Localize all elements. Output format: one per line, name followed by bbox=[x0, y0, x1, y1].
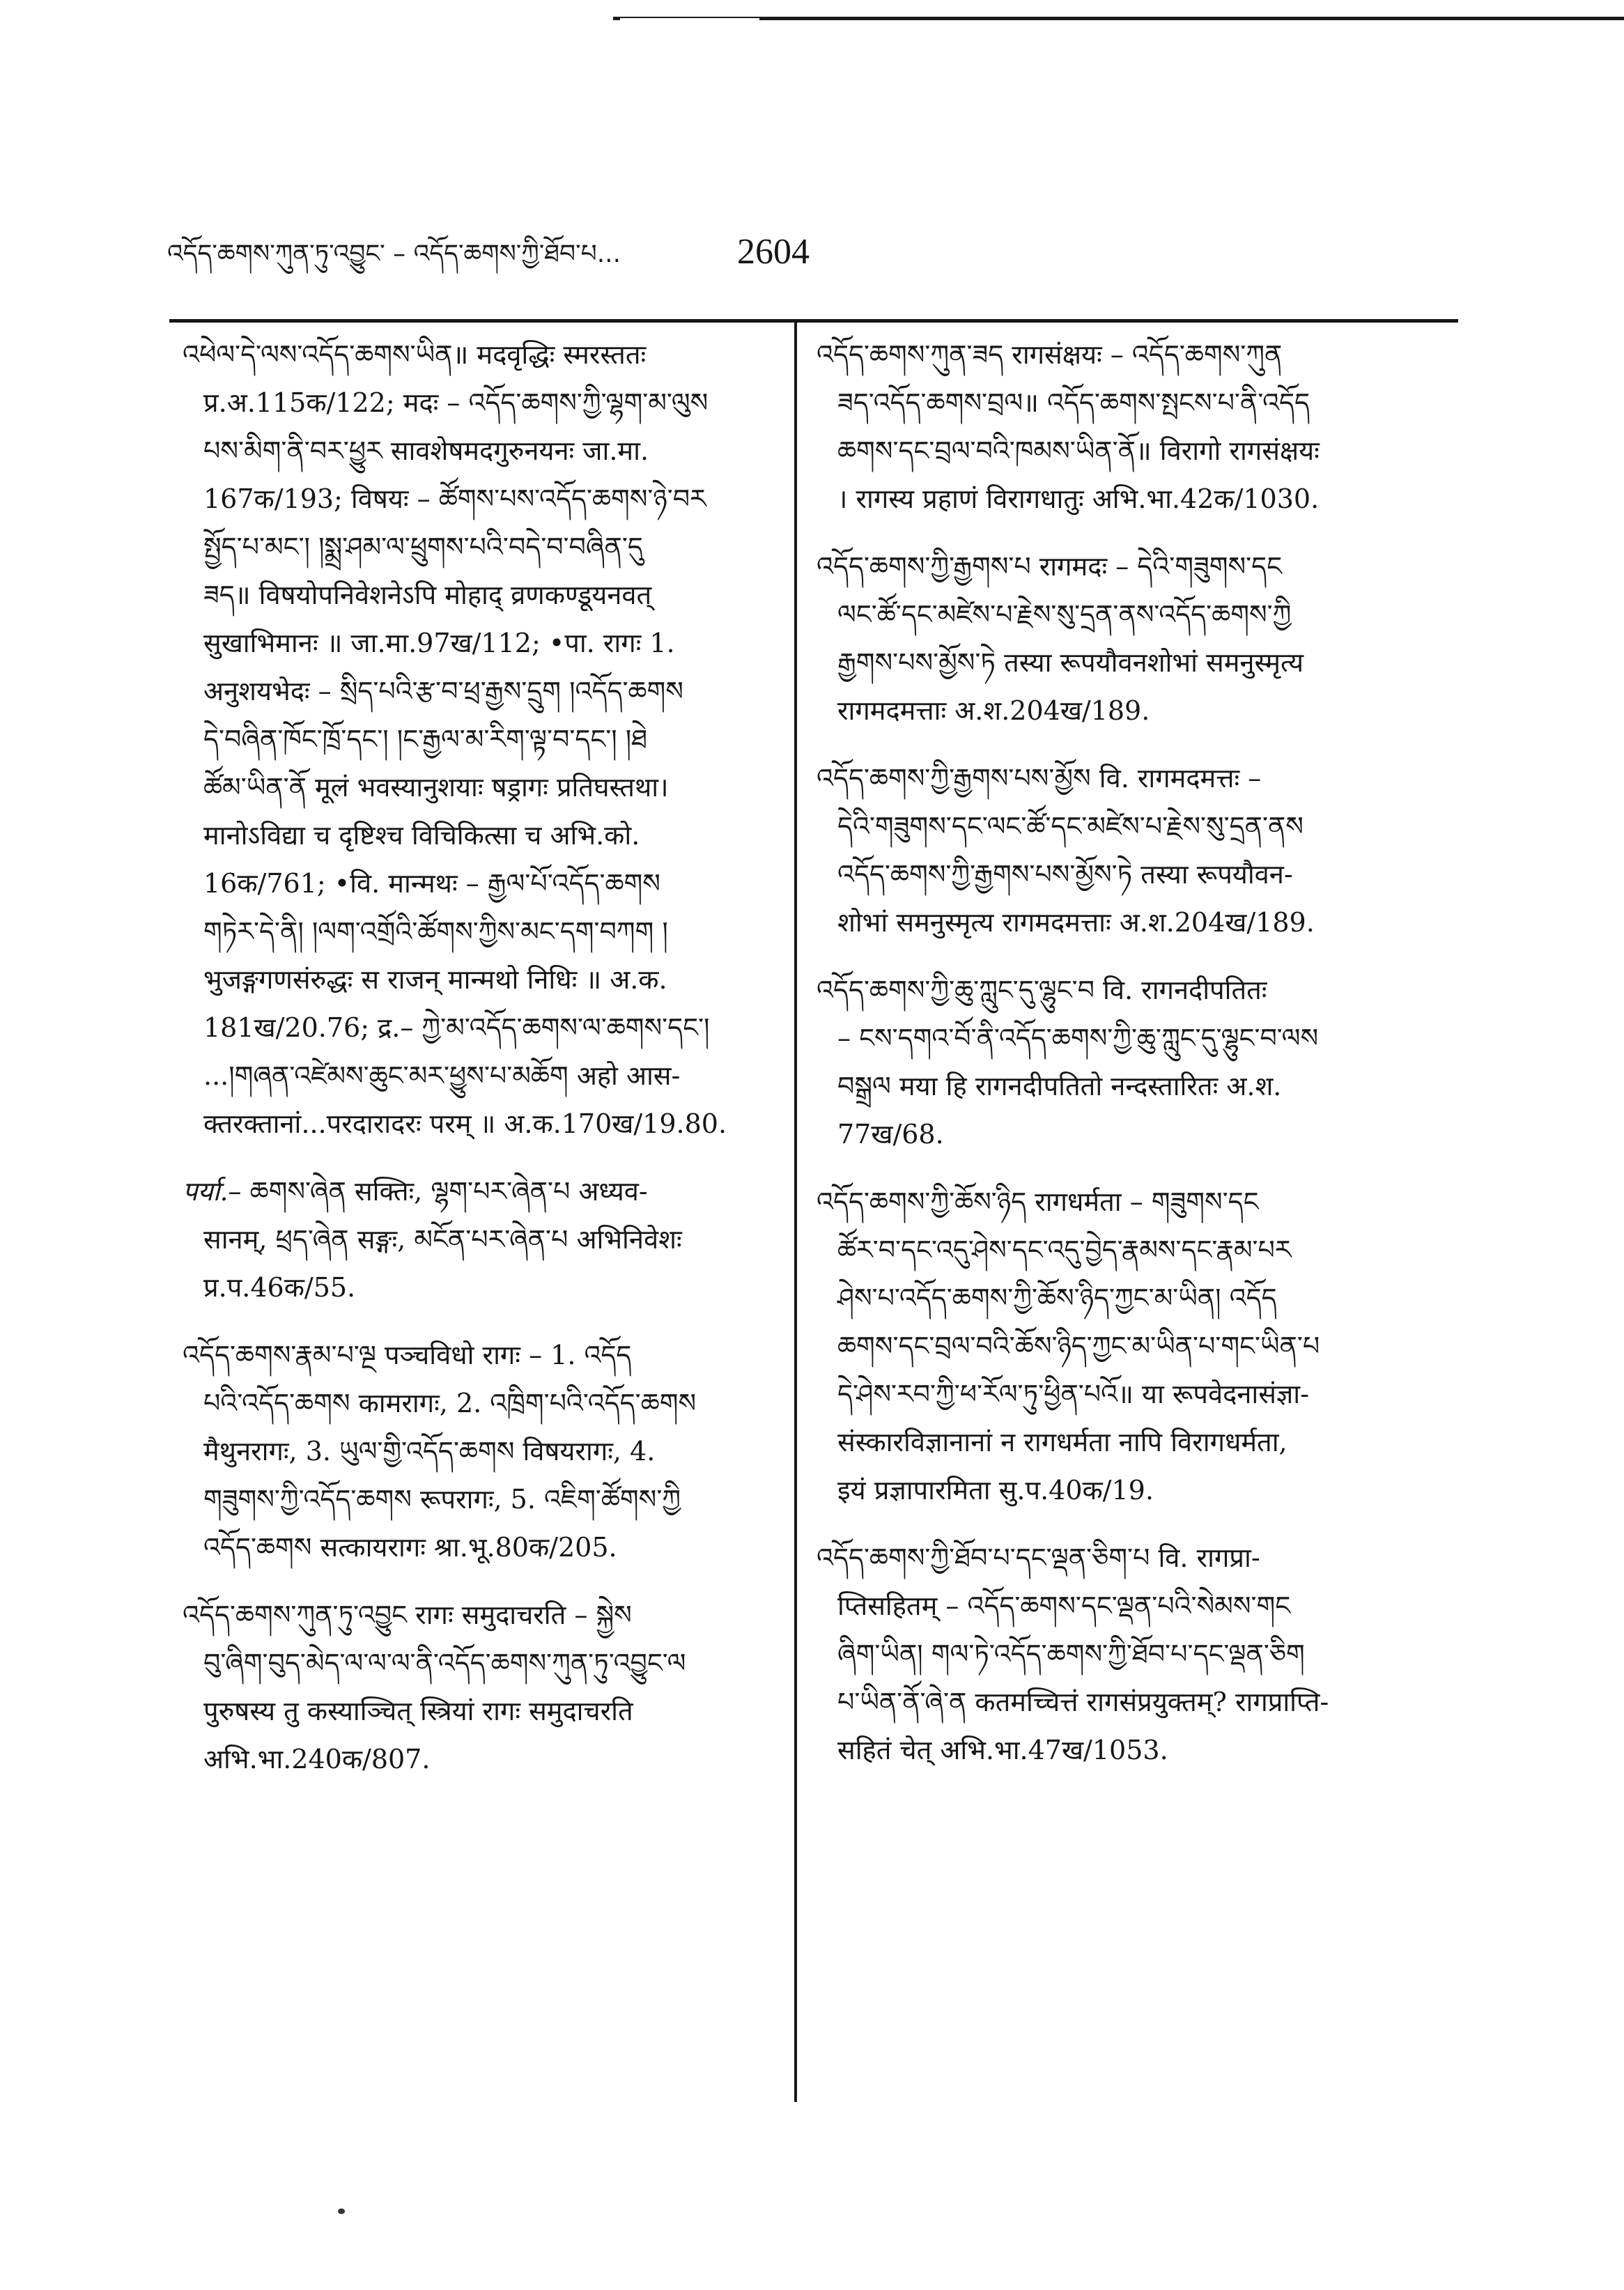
entry-text: ཆགས་དང་བྲལ་བའི་ཆོས་ཉིད་ཀྱང་མ་ཡིན་པ་གང་ཡིན་པ bbox=[837, 1331, 1320, 1361]
entry-line bbox=[195, 1428, 780, 1476]
entry-text: པའི་འདོད་ཆགས कामरागः, 2. འཁྲིག་པའི་འདོད་ཆགས bbox=[203, 1388, 697, 1418]
entry-text: 167क/193; विषयः – ཚོགས་པས་འདོད་ཆགས་ཉེ་བར bbox=[203, 483, 706, 514]
entry-line bbox=[195, 956, 780, 1004]
entry-text: प्तिसहितम् – འདོད་ཆགས་དང་ལྡན་པའི་སེམས་གང bbox=[837, 1591, 1291, 1621]
entry-text: सहितं चेत् अभि.भा.47ख/1053. bbox=[837, 1735, 1168, 1765]
column-divider bbox=[794, 322, 797, 2102]
entry-text: འདོད་ཆགས सत्कायरागः श्रा.भू.80क/205. bbox=[203, 1532, 617, 1563]
entry-line bbox=[195, 571, 780, 619]
entry-line bbox=[195, 1639, 780, 1687]
entry-text: पुरुषस्य तु कस्याञ्चित् स्त्रियां रागः समुदाचरति bbox=[203, 1696, 633, 1726]
entry-headword-line bbox=[183, 1331, 780, 1379]
entry-line bbox=[829, 379, 1460, 427]
entry-line bbox=[829, 687, 1460, 735]
running-head bbox=[167, 224, 934, 280]
entry-line bbox=[195, 475, 780, 523]
entry-line bbox=[195, 860, 780, 908]
entry-line bbox=[829, 1726, 1460, 1774]
entry-line bbox=[195, 379, 780, 427]
entry-text: ཚོམ་ཡིན་ནོ मूलं भवस्यानुशयाः षड्रागः प्रतिघस्तथा। bbox=[203, 772, 669, 803]
entry-line bbox=[829, 1630, 1460, 1678]
entry-line bbox=[195, 1004, 780, 1052]
entry-line bbox=[195, 1735, 780, 1784]
entry-line bbox=[195, 427, 780, 475]
entry-line bbox=[195, 619, 780, 667]
entry-text: འདོད་ཆགས་ཀྱི་ཆོས་ཉིད रागधर्मता – གཟུགས་དང bbox=[817, 1186, 1259, 1217]
entry-text: ཟད་འདོད་ཆགས་བྲལ॥ འདོད་ཆགས་སྤངས་པ་ནི་འདོད bbox=[837, 387, 1310, 418]
entry-line bbox=[829, 1014, 1460, 1062]
entry-text: འཕེལ་དེ་ལས་འདོད་ཆགས་ཡིན॥ मदवृद्धिः स्मरस्ततः bbox=[183, 339, 647, 370]
entry-line bbox=[829, 803, 1460, 851]
entry-headword-line bbox=[183, 331, 780, 379]
entry-text: क्तरक्तानां...परदारादरः परम् ॥ अ.क.170ख/19.80. bbox=[203, 1108, 727, 1139]
paryaya-label: पर्या. bbox=[183, 1176, 229, 1207]
entry-text: सानम्, ཕྲད་ཞེན सङ्गः, མངོན་པར་ཞེན་པ अभिनिवेशः bbox=[203, 1224, 682, 1255]
entry-text: རྒྱགས་པས་མྱོས་ཏེ तस्या रूपयौवनशोभां समनुस्मृत्य bbox=[837, 647, 1304, 678]
entry-text: ཞིག་ཡིན། གལ་ཏེ་འདོད་ཆགས་ཀྱི་ཐོབ་པ་དང་ལྡན་ཅིག bbox=[837, 1639, 1305, 1669]
entry-text: 181ख/20.76; द्र.– ཀྱེ་མ་འདོད་ཆགས་ལ་ཆགས་དང་། bbox=[203, 1012, 710, 1043]
entry-headword-line bbox=[817, 755, 1460, 803]
header-rule bbox=[169, 319, 1458, 323]
entry-line bbox=[195, 1264, 780, 1312]
entry-text: भुजङ्गगणसंरुद्धः स राजन् मान्मथो निधिः ॥ अ.क. bbox=[203, 964, 667, 995]
entry-line bbox=[829, 427, 1460, 475]
running-head-title: འདོད་ཆགས་ཀུན་ཏུ་འབྱུང་ – འདོད་ཆགས་ཀྱི་ཐོབ་པ... bbox=[167, 240, 621, 268]
entry-line bbox=[829, 1274, 1460, 1322]
entry-text: པས་མིག་ནི་བར་ཕྱུར सावशेषमदगुरुनयनः जा.मा. bbox=[203, 435, 649, 466]
entry-headword-line bbox=[183, 1591, 780, 1639]
entry-text: मानोऽविद्या च दृष्टिश्च विचिकित्सा च अभि.को. bbox=[203, 820, 640, 851]
entry-text: 77ख/68. bbox=[837, 1119, 944, 1150]
entry-text: अनुशयभेदः – སྲིད་པའི་རྩ་བ་ཕྲ་རྒྱས་དྲུག །འདོད་ཆགས bbox=[203, 676, 683, 706]
top-rule-gap bbox=[620, 18, 759, 20]
entry-text: अभि.भा.240क/807. bbox=[203, 1744, 431, 1774]
entry-line bbox=[829, 899, 1460, 947]
entry-line bbox=[195, 715, 780, 764]
entry-line bbox=[829, 1062, 1460, 1111]
entry-text: བུ་ཞིག་བུད་མེད་ལ་ལ་ལ་ནི་འདོད་ཆགས་ཀུན་ཏུ་འབྱུང་ལ bbox=[203, 1648, 686, 1678]
dictionary-entry bbox=[817, 755, 1460, 947]
entry-line bbox=[829, 591, 1460, 639]
dictionary-entry bbox=[817, 1178, 1460, 1515]
entry-line bbox=[195, 523, 780, 571]
entry-text: འདོད་ཆགས་ཀྱི་ཆུ་ཀླུང་དུ་ལྷུང་བ वि. रागनदीपतितः bbox=[817, 975, 1267, 1005]
entry-text: འདོད་ཆགས་ཀྱི་རྒྱགས་པ रागमदः – དེའི་གཟུགས་དང bbox=[817, 551, 1283, 582]
entry-text: । रागस्य प्रहाणं विरागधातुः अभि.भा.42क/1030. bbox=[837, 483, 1320, 514]
entry-text: संस्कारविज्ञानानां न रागधर्मता नापि विरागधर्मता, bbox=[837, 1427, 1287, 1457]
top-page-rule bbox=[613, 17, 1624, 20]
entry-line bbox=[829, 1322, 1460, 1370]
ink-speck bbox=[338, 2208, 345, 2214]
entry-headword-line bbox=[817, 1178, 1460, 1226]
dictionary-entry bbox=[183, 1331, 780, 1572]
entry-text: ཟད॥ विषयोपनिवेशनेऽपि मोहाद् व्रणकण्डूयनवत् bbox=[203, 580, 652, 610]
entry-line bbox=[829, 1111, 1460, 1159]
entry-text: प्र.प.46क/55. bbox=[203, 1272, 356, 1303]
entry-text: འདོད་ཆགས་རྣམ་པ་ལྔ पञ्चविधो रागः – 1. འདོད bbox=[183, 1340, 632, 1370]
entry-text: ཆགས་དང་བྲལ་བའི་ཁམས་ཡིན་ནོ॥ विरागो रागसंक्षयः bbox=[837, 435, 1320, 466]
entry-line bbox=[829, 1467, 1460, 1515]
entry-line bbox=[195, 764, 780, 812]
entry-text: रागमदमत्ताः अ.श.204ख/189. bbox=[837, 695, 1150, 726]
entry-text: मैथुनरागः, 3. ཡུལ་གྱི་འདོད་ཆགས विषयरागः, 4. bbox=[203, 1436, 656, 1467]
entry-text: ཚོར་བ་དང་འདུ་ཤེས་དང་འདུ་བྱེད་རྣམས་དང་རྣམ་པར bbox=[837, 1235, 1292, 1265]
entry-text: སྤྱོད་པ་མང་། །སྨྲ་ཤམ་ལ་ཕྲུགས་པའི་བདེ་བ་བཞིན་དུ bbox=[203, 532, 643, 562]
entry-headword-line bbox=[817, 543, 1460, 591]
entry-text: सुखाभिमानः ॥ जा.मा.97ख/112; •पा. रागः 1. bbox=[203, 628, 675, 658]
entry-line bbox=[829, 1582, 1460, 1630]
dictionary-entry bbox=[183, 331, 780, 1148]
entry-text: शोभां समनुस्मृत्य रागमदमत्ताः अ.श.204ख/189. bbox=[837, 907, 1315, 938]
entry-text: འདོད་ཆགས་ཀྱི་རྒྱགས་པས་མྱོས་ཏེ तस्या रूपयौवन- bbox=[837, 859, 1293, 890]
entry-text: – ངས་དགའ་བོ་ནི་འདོད་ཆགས་ཀྱི་ཆུ་ཀླུང་དུ་ལྷུང་བ་ལས bbox=[837, 1023, 1319, 1053]
entry-line bbox=[195, 1476, 780, 1524]
entry-text: དེ་བཞིན་ཁོང་ཁྲོ་དང་། །ང་རྒྱལ་མ་རིག་ལྟ་བ་དང་། །ཐེ bbox=[203, 724, 648, 755]
dictionary-entry bbox=[817, 966, 1460, 1159]
entry-line bbox=[195, 812, 780, 860]
entry-line bbox=[195, 1524, 780, 1572]
entry-text: ...།གཞན་འཛེམས་ཆུང་མར་ཕྱུས་པ་མཆོག अहो आस- bbox=[203, 1060, 681, 1091]
entry-text: འདོད་ཆགས་ཀྱི་ཐོབ་པ་དང་ལྡན་ཅིག་པ वि. रागप्रा- bbox=[817, 1542, 1260, 1573]
entry-line bbox=[829, 851, 1460, 899]
entry-text: འདོད་ཆགས་ཀྱི་རྒྱགས་པས་མྱོས वि. रागमदमत्तः – bbox=[817, 763, 1262, 794]
right-column bbox=[817, 331, 1460, 1794]
entry-line bbox=[195, 1052, 780, 1100]
entry-text: གཏེར་དེ་ནི། །ལག་འགྲོའི་ཚོགས་ཀྱིས་མང་དག་བཀག ། bbox=[203, 916, 668, 947]
dictionary-entry bbox=[183, 1591, 780, 1784]
entry-headword-line bbox=[817, 1534, 1460, 1582]
dictionary-entry bbox=[817, 331, 1460, 523]
entry-text: འདོད་ཆགས་ཀུན་ཟད रागसंक्षयः – འདོད་ཆགས་ཀུན bbox=[817, 339, 1283, 370]
entry-line bbox=[195, 667, 780, 715]
entry-text: དེ་ཤེས་རབ་ཀྱི་ཕ་རོལ་ཏུ་ཕྱིན་པའོ॥ या रूपवेदनासंज्ञा- bbox=[837, 1379, 1309, 1409]
entry-headword-line bbox=[817, 966, 1460, 1014]
entry-text: इयं प्रज्ञापारमिता सु.प.40क/19. bbox=[837, 1475, 1154, 1506]
entry-text: དེའི་གཟུགས་དང་ལང་ཚོ་དང་མཛེས་པ་རྗེས་སུ་དྲན་ནས bbox=[837, 811, 1304, 842]
entry-headword-line bbox=[817, 331, 1460, 379]
page-number: 2604 bbox=[737, 232, 810, 272]
entry-line bbox=[195, 1687, 780, 1735]
entry-line bbox=[829, 1678, 1460, 1726]
entry-line bbox=[829, 639, 1460, 687]
dictionary-entry bbox=[817, 543, 1460, 735]
entry-line bbox=[195, 1216, 780, 1264]
entry-text: བསྒྲལ मया हि रागनदीपतितो नन्दस्तारितः अ.श. bbox=[837, 1071, 1282, 1101]
entry-line bbox=[195, 908, 780, 956]
entry-line bbox=[195, 1379, 780, 1428]
entry-line bbox=[829, 1226, 1460, 1274]
entry-text: प्र.अ.115क/122; मदः – འདོད་ཆགས་ཀྱི་ལྷག་མ་ལུས bbox=[203, 387, 709, 418]
entry-line bbox=[829, 1418, 1460, 1467]
entry-text: པ་ཡིན་ནོ་ཞེ་ན कतमच्चित्तं रागसंप्रयुक्तम्? रागप्राप्ति- bbox=[837, 1687, 1329, 1717]
entry-line bbox=[195, 1100, 780, 1148]
dictionary-entry bbox=[817, 1534, 1460, 1774]
entry-line bbox=[829, 475, 1460, 523]
entry-text: – ཆགས་ཞེན सक्तिः, ལྷག་པར་ཞེན་པ अध्यव- bbox=[228, 1176, 648, 1207]
left-column bbox=[183, 331, 780, 1803]
entry-text: འདོད་ཆགས་ཀུན་ཏུ་འབྱུང रागः समुदाचरति – སྐྱེས bbox=[183, 1600, 632, 1630]
entry-headword-line bbox=[183, 1168, 780, 1216]
entry-text: ལང་ཚོ་དང་མཛེས་པ་རྗེས་སུ་དྲན་ནས་འདོད་ཆགས་ཀྱི bbox=[837, 599, 1292, 630]
entry-text: གཟུགས་ཀྱི་འདོད་ཆགས रूपरागः, 5. འཇིག་ཚོགས་ཀྱི bbox=[203, 1484, 681, 1515]
entry-text: 16क/761; •वि. मान्मथः – རྒྱལ་པོ་འདོད་ཆགས bbox=[203, 868, 660, 899]
entry-text: ཤེས་པ་འདོད་ཆགས་ཀྱི་ཆོས་ཉིད་ཀྱང་མ་ཡིན། འདོད bbox=[837, 1283, 1277, 1313]
dictionary-entry bbox=[183, 1168, 780, 1312]
entry-line bbox=[829, 1370, 1460, 1418]
